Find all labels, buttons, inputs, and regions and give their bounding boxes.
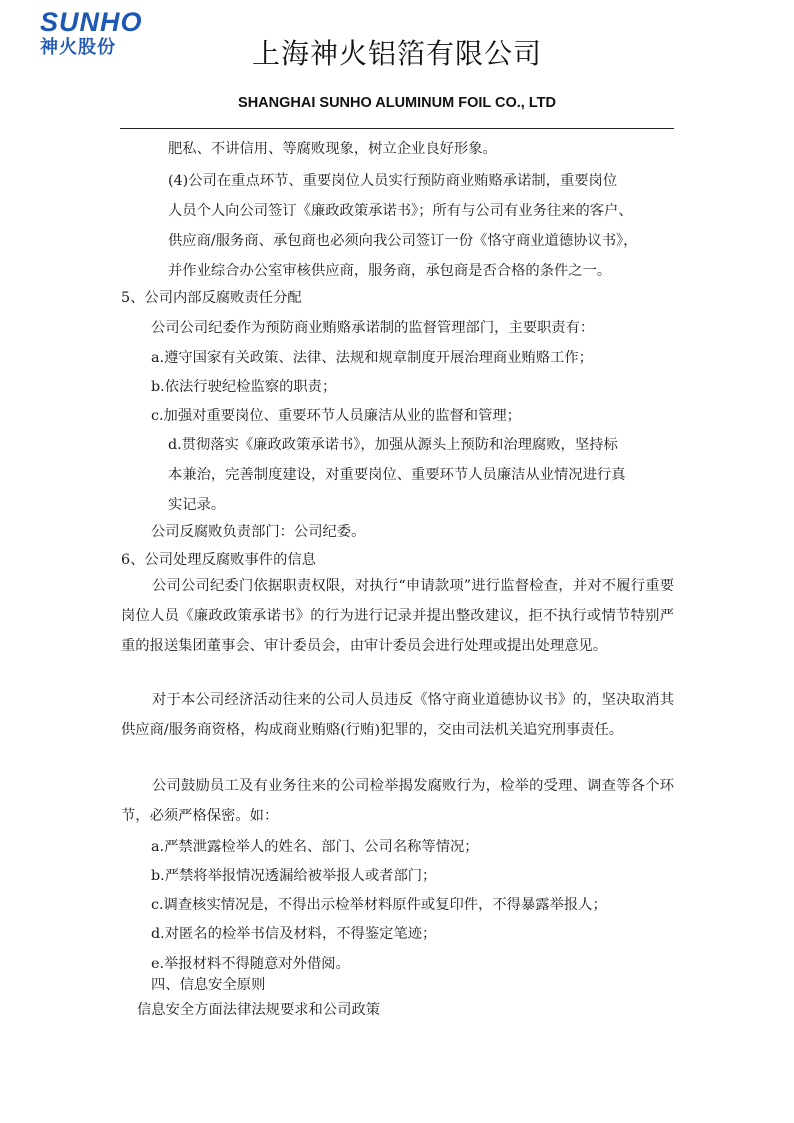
clause-4-line-1: (4)公司在重点环节、重要岗位人员实行预防商业贿赂承诺制，重要岗位 (168, 173, 618, 189)
section-5-heading: 5、公司内部反腐败责任分配 (121, 290, 302, 306)
section-4-subheading: 信息安全方面法律法规要求和公司政策 (137, 1002, 381, 1018)
clause-4-line-4: 并作业综合办公室审核供应商，服务商，承包商是否合格的条件之一。 (168, 263, 612, 279)
section-5-item-d-line-2: 本兼治，完善制度建设，对重要岗位、重要环节人员廉洁从业情况进行真 (168, 467, 626, 483)
logo-wordmark: SUNHO (40, 7, 143, 37)
company-name-english: SHANGHAI SUNHO ALUMINUM FOIL CO., LTD (238, 95, 556, 111)
section-6-item-e: e.举报材料不得随意对外借阅。 (151, 956, 350, 972)
section-4-heading: 四、信息安全原则 (151, 977, 266, 993)
paragraph-continuation: 肥私、不讲信用、等腐败现象，树立企业良好形象。 (168, 141, 497, 157)
section-6-heading: 6、公司处理反腐败事件的信息 (121, 552, 316, 568)
header-divider (120, 128, 674, 129)
section-6-paragraph-1: 公司公司纪委门依据职责权限，对执行“申请款项”进行监督检查，并对不履行重要岗位人员《廉政政策承诺书》的行为进行记录并提出整改建议，拒不执行或情节特别严重的报送集团董事会、审计委员会，由审计委员会进行处理或提出处理意见。 (121, 578, 674, 654)
section-6-paragraph-2: 对于本公司经济活动往来的公司人员违反《恪守商业道德协议书》的，坚决取消其供应商/服务商资格，构成商业贿赂(行贿)犯罪的，交由司法机关追究刑事责任。 (121, 692, 674, 738)
logo-chinese-name: 神火股份 (40, 37, 116, 58)
company-name-chinese: 上海神火铝箔有限公司 (251, 37, 542, 70)
section-6-item-d: d.对匿名的检举书信及材料，不得鉴定笔迹； (151, 926, 437, 942)
section-6-item-b: b.严禁将举报情况透漏给被举报人或者部门； (151, 868, 437, 884)
clause-4-line-2: 人员个人向公司签订《廉政政策承诺书》；所有与公司有业务往来的客户、 (168, 203, 633, 219)
section-6-item-a: a.严禁泄露检举人的姓名、部门、公司名称等情况； (151, 839, 479, 855)
section-5-item-b: b.依法行驶纪检监察的职责； (151, 379, 337, 395)
section-5-item-a: a.遵守国家有关政策、法律、法规和规章制度开展治理商业贿赂工作； (151, 350, 593, 366)
section-5-responsible-dept: 公司反腐败负责部门：公司纪委。 (151, 524, 366, 540)
section-5-item-c: c.加强对重要岗位、重要环节人员廉洁从业的监督和管理； (151, 408, 521, 424)
section-5-item-d-line-3: 实记录。 (168, 497, 226, 513)
section-6-item-c: c.调查核实情况是，不得出示检举材料原件或复印件，不得暴露举报人； (151, 897, 607, 913)
section-5-item-d-line-1: d.贯彻落实《廉政政策承诺书》，加强从源头上预防和治理腐败，坚持标 (168, 437, 618, 453)
section-5-intro: 公司公司纪委作为预防商业贿赂承诺制的监督管理部门，主要职责有： (151, 320, 595, 336)
clause-4-line-3: 供应商/服务商、承包商也必须向我公司签订一份《恪守商业道德协议书》， (168, 233, 638, 249)
section-6-paragraph-3: 公司鼓励员工及有业务往来的公司检举揭发腐败行为，检举的受理、调查等各个环节，必须严格保密。如： (121, 778, 674, 824)
